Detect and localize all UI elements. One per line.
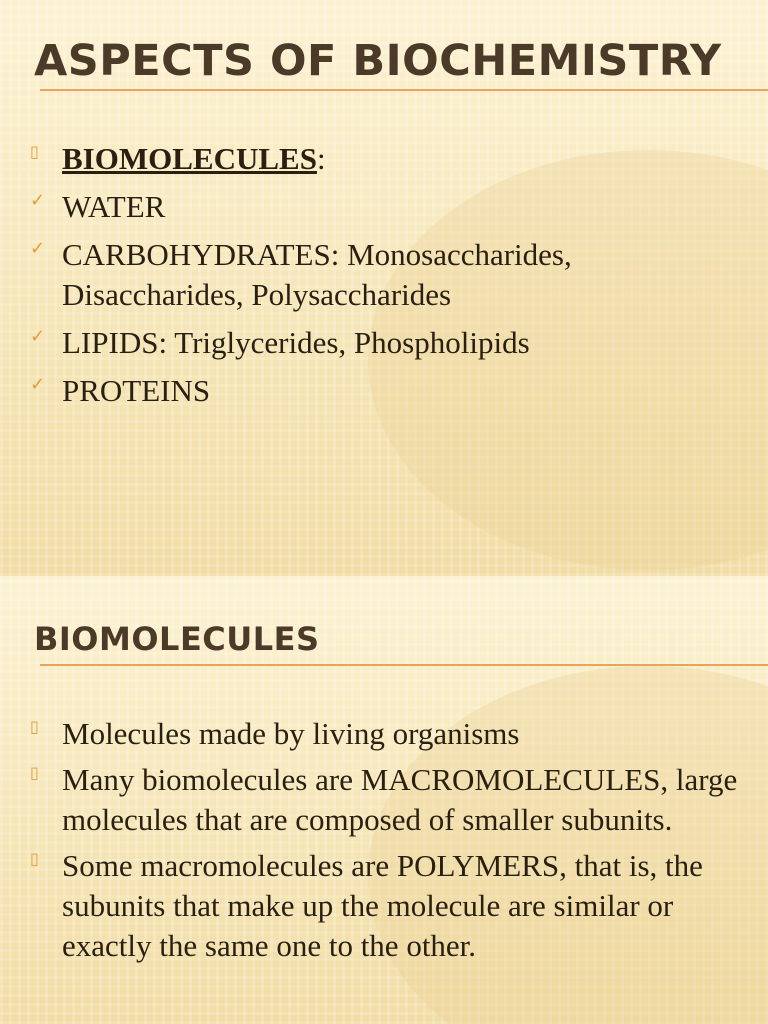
title-divider [40,89,768,91]
slide-content [0,714,768,972]
list-item [0,235,768,315]
list-item-text: CARBOHYDRATES: Monosaccharides, Disaccharides, Polysaccharides [62,237,572,312]
checkmark-icon: ✓ [30,374,46,395]
checkmark-icon: ✓ [30,190,46,211]
list-item [0,714,768,754]
list-item [0,760,768,840]
checkmark-icon: ✓ [30,326,46,347]
slide-title: BIOMOLECULES [34,620,320,658]
list-item-text: PROTEINS [62,373,211,408]
list-item-text: LIPIDS: Triglycerides, Phospholipids [62,325,530,360]
list-item-text: Molecules made by living organisms [62,716,520,751]
title-divider [40,664,768,666]
checkmark-icon: ✓ [30,238,46,259]
list-item [0,846,768,966]
slide-content [0,139,768,419]
list-item [0,371,768,411]
list-item-text: Many biomolecules are MACROMOLECULES, large molecules that are composed of smaller subunits. [62,762,738,837]
list-item [0,323,768,363]
list-item-text: Some macromolecules are POLYMERS, that is, the subunits that make up the molecule are similar or exactly the same one to the other. [62,848,703,963]
heading-label: BIOMOLECULES [62,141,317,176]
slide-biomolecules [0,576,768,1024]
heading-suffix: : [316,141,326,176]
bullet-icon: ▯ [30,849,39,868]
list-heading [0,139,768,179]
slide-title: ASPECTS OF BIOCHEMISTRY [34,36,722,86]
list-item-text: WATER [62,189,166,224]
bullet-icon: ▯ [30,717,39,736]
list-item [0,187,768,227]
bullet-icon: ▯ [30,142,39,161]
bullet-icon: ▯ [30,763,39,782]
